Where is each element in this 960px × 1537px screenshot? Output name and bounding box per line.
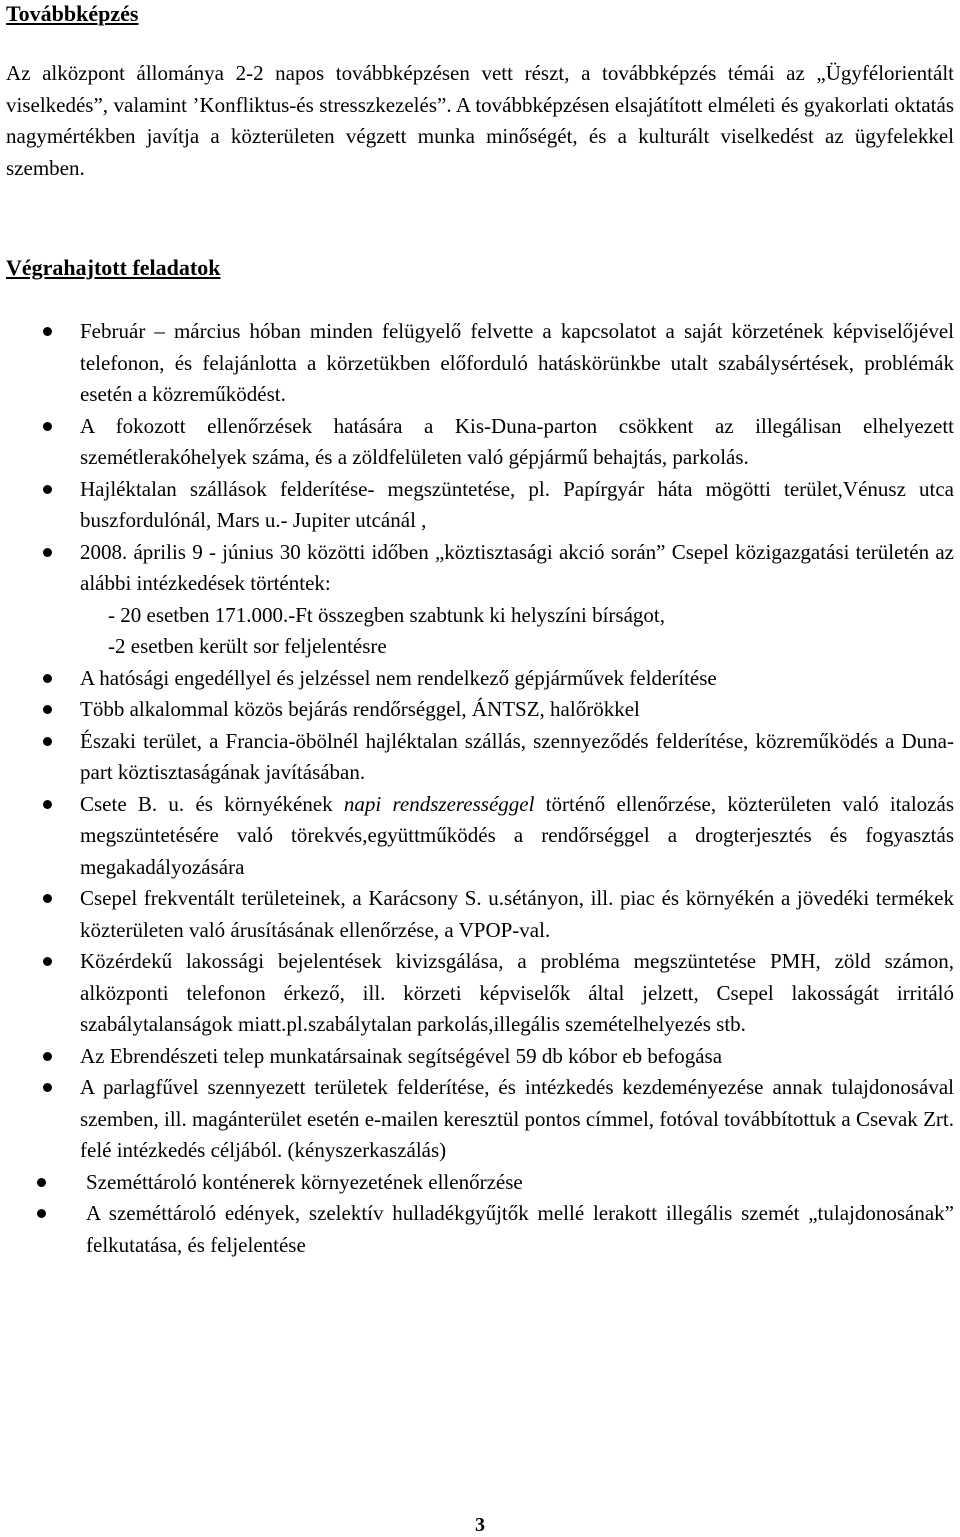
bullet-icon bbox=[43, 737, 52, 746]
bullet-icon bbox=[43, 894, 52, 903]
list-item-text-italic: napi rendszerességgel bbox=[343, 791, 535, 816]
list-item-text: Csepel frekventált területeinek, a Karácsony S. u.sétányon, ill. piac és környékén a jövedéki termékek közterületen való árusításának ellenőrzése, a VPOP-val. bbox=[80, 886, 954, 942]
list-item-text: A fokozott ellenőrzések hatására a Kis-Duna-parton csökkent az illegálisan elhelyezett szemétlerakóhelyek száma, és a zöldfelületen való gépjármű behajtás, parkolás. bbox=[80, 413, 954, 469]
list-item bbox=[6, 1041, 954, 1073]
list-item bbox=[6, 1167, 954, 1199]
list-item bbox=[6, 537, 954, 663]
list-item-text: Északi terület, a Francia-öbölnél hajléktalan szállás, szennyeződés felderítése, közreműködés a Duna-part köztisztaságának javításában. bbox=[80, 728, 954, 784]
section-heading-tasks: Végrahajtott feladatok bbox=[6, 255, 221, 280]
intro-paragraph: Az alközpont állománya 2-2 napos továbbképzésen vett részt, a továbbképzés témái az „Ügyfélorientált viselkedés”, valamint ’Konfliktus-és stresszkezelés”. A továbbképzésen elsajátított elméleti és gyakorlati oktatás nagymértékben javítja a közterületen végzett munka minőségét, és a kulturált viselkedést az ügyfelekkel szemben. bbox=[6, 61, 954, 180]
bullet-icon bbox=[43, 422, 52, 431]
list-item bbox=[6, 411, 954, 474]
bullet-icon bbox=[37, 1209, 46, 1218]
list-item bbox=[6, 694, 954, 726]
list-item-text: A szeméttároló edények, szelektív hulladékgyűjtők mellé lerakott illegális szemét „tulajdonosának” felkutatása, és feljelentése bbox=[86, 1201, 954, 1257]
list-item-text: A parlagfűvel szennyezett területek felderítése, és intézkedés kezdeményezése annak tulajdonosával szemben, ill. magánterület esetén e-mailen keresztül pontos címmel, fotóval továbbítottuk a Csevak Zrt. felé intézkedés céljából. (kényszerkaszálás) bbox=[80, 1075, 954, 1162]
list-item bbox=[6, 1072, 954, 1167]
list-item bbox=[6, 883, 954, 946]
task-list bbox=[6, 316, 954, 1261]
list-item bbox=[6, 726, 954, 789]
page-number: 3 bbox=[475, 1514, 485, 1536]
list-item-text: Több alkalommal közös bejárás rendőrséggel, ÁNTSZ, halőrökkel bbox=[80, 697, 640, 721]
list-item bbox=[6, 789, 954, 884]
list-item-text: Közérdekű lakossági bejelentések kivizsgálása, a probléma megszüntetése PMH, zöld számon, alközponti telefonon érkező, ill. körzeti képviselők által jelzett, Csepel lakosságát irritáló szabálytalanságok miatt.pl.szabálytalan parkolás,illegális szemételhelyezés stb. bbox=[80, 949, 954, 1036]
bullet-icon bbox=[43, 800, 52, 809]
document-page bbox=[6, 0, 954, 1537]
bullet-icon bbox=[43, 327, 52, 336]
section-heading-training: Továbbképzés bbox=[6, 1, 139, 26]
bullet-icon bbox=[43, 674, 52, 683]
list-item-text-post: történő ellenőrzése, közterületen való italozás megszüntetésére való törekvés,együttműködés a rendőrséggel a drogterjesztés és fogyasztás megakadályozására bbox=[80, 791, 954, 879]
list-item bbox=[6, 946, 954, 1041]
bullet-icon bbox=[37, 1178, 46, 1187]
list-item-text: Szeméttároló konténerek környezetének ellenőrzése bbox=[86, 1169, 523, 1194]
bullet-icon bbox=[43, 548, 52, 557]
list-item-text: A hatósági engedéllyel és jelzéssel nem rendelkező gépjárművek felderítése bbox=[80, 665, 717, 690]
bullet-icon bbox=[43, 1052, 52, 1061]
list-item-text: Hajléktalan szállások felderítése- megszüntetése, pl. Papírgyár háta mögötti terület,Vénusz utca buszfordulónál, Mars u.- Jupiter utcánál , bbox=[80, 476, 954, 532]
list-subitem: - 20 esetben 171.000.-Ft összegben szabtunk ki helyszíni bírságot, bbox=[108, 602, 665, 627]
list-subitem: -2 esetben került sor feljelentésre bbox=[108, 634, 387, 658]
list-item-text: Február – március hóban minden felügyelő felvette a kapcsolatot a saját körzetének képviselőjével telefonon, és felajánlotta a körzetükben előforduló hatáskörünkbe utalt szabálysértések, problémák esetén a közreműködést. bbox=[80, 319, 954, 406]
list-item-text: 2008. április 9 - június 30 közötti időben „köztisztasági akció során” Csepel közigazgatási területén az alábbi intézkedések történtek: bbox=[80, 539, 954, 595]
bullet-icon bbox=[43, 705, 52, 714]
bullet-icon bbox=[43, 485, 52, 494]
list-item bbox=[6, 474, 954, 537]
bullet-icon bbox=[43, 1083, 52, 1092]
list-item bbox=[6, 316, 954, 411]
list-item-text: Az Ebrendészeti telep munkatársainak segítségével 59 db kóbor eb befogása bbox=[80, 1043, 723, 1068]
list-item bbox=[6, 663, 954, 695]
list-item bbox=[6, 1198, 954, 1261]
bullet-icon bbox=[43, 957, 52, 966]
list-item-text-pre: Csete B. u. és környékének bbox=[80, 791, 344, 816]
